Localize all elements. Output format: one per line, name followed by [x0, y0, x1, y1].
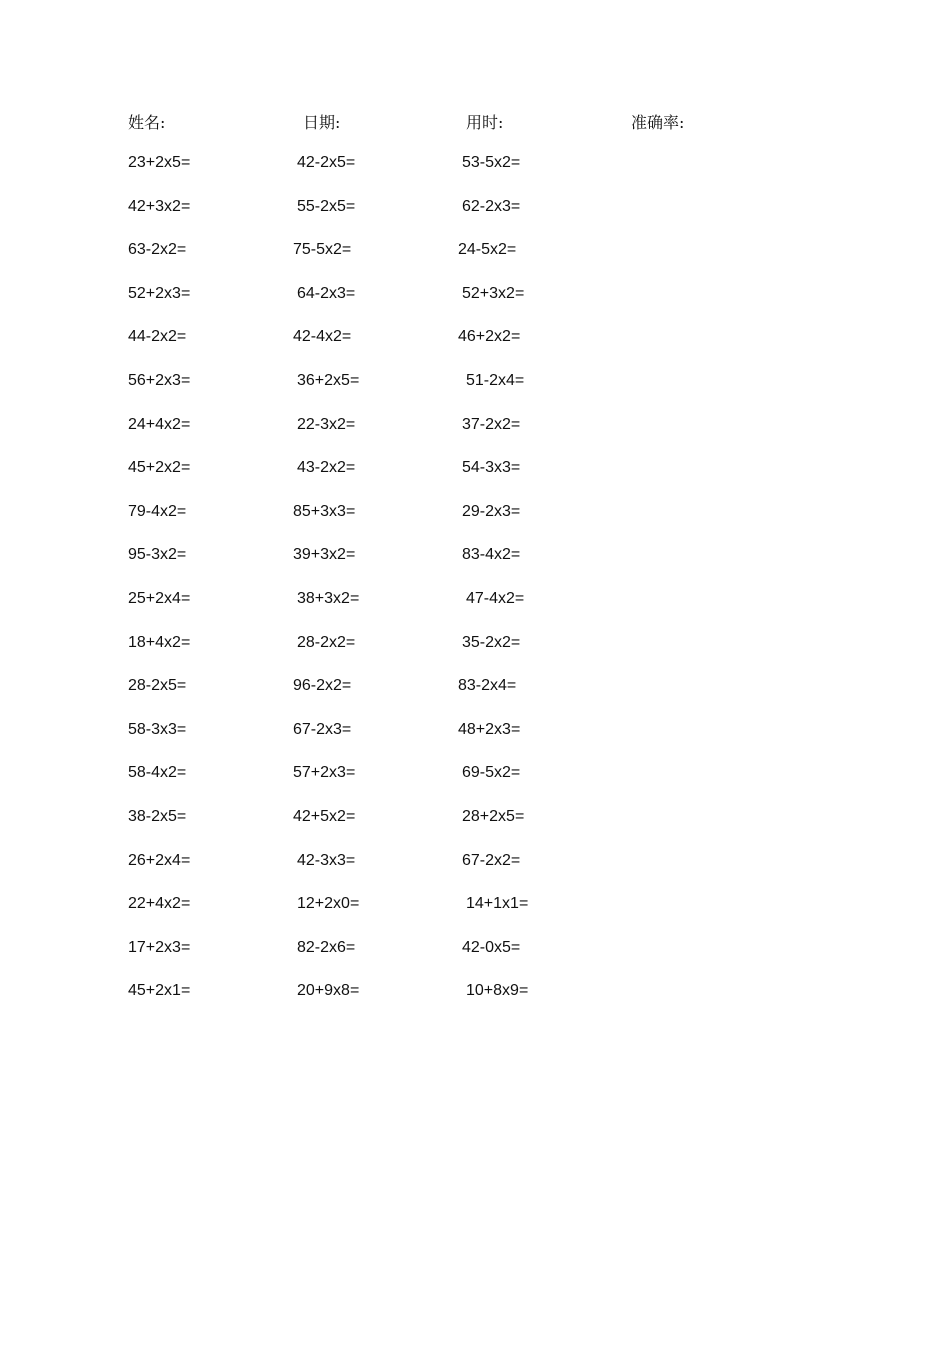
- problem-row: [0, 982, 950, 1026]
- problem-cell: 24-5x2=: [458, 241, 517, 259]
- problem-cell: 36+2x5=: [297, 371, 360, 389]
- problem-row: [0, 721, 950, 765]
- problem-cell: 52+2x3=: [128, 284, 191, 302]
- problem-cell: 20+9x8=: [297, 982, 360, 1000]
- problem-row: [0, 939, 950, 983]
- problem-cell: 42-4x2=: [293, 328, 352, 346]
- problem-row: [0, 764, 950, 808]
- problem-cell: 46+2x2=: [458, 328, 521, 346]
- problem-cell: 42+5x2=: [293, 807, 356, 825]
- problem-cell: 55-2x5=: [297, 197, 356, 215]
- problem-cell: 53-5x2=: [462, 154, 521, 171]
- problem-row: [0, 241, 950, 285]
- problem-cell: 83-2x4=: [458, 677, 517, 695]
- problem-row: [0, 285, 950, 329]
- problem-cell: 52+3x2=: [462, 284, 525, 302]
- problem-cell: 64-2x3=: [297, 284, 356, 302]
- problem-cell: 45+2x2=: [128, 459, 191, 477]
- problem-cell: 42-2x5=: [297, 154, 356, 171]
- problem-row: [0, 328, 950, 372]
- problem-list: [0, 154, 950, 1026]
- problem-cell: 58-3x3=: [128, 720, 187, 738]
- problem-cell: 24+4x2=: [128, 415, 191, 433]
- problem-row: [0, 459, 950, 503]
- problem-cell: 43-2x2=: [297, 459, 356, 477]
- problem-cell: 22+4x2=: [128, 895, 191, 913]
- problem-cell: 29-2x3=: [462, 502, 521, 520]
- problem-row: [0, 634, 950, 678]
- problem-cell: 67-2x3=: [293, 720, 352, 738]
- problem-row: [0, 852, 950, 896]
- problem-cell: 39+3x2=: [293, 546, 356, 564]
- problem-cell: 83-4x2=: [462, 546, 521, 564]
- problem-cell: 38+3x2=: [297, 589, 360, 607]
- problem-row: [0, 808, 950, 852]
- problem-cell: 45+2x1=: [128, 982, 191, 1000]
- problem-cell: 17+2x3=: [128, 938, 191, 956]
- problem-cell: 69-5x2=: [462, 764, 521, 782]
- date-label: 日期:: [303, 113, 341, 132]
- problem-cell: 28-2x5=: [128, 677, 187, 695]
- problem-cell: 23+2x5=: [128, 154, 191, 171]
- name-label: 姓名:: [128, 113, 166, 132]
- problem-cell: 12+2x0=: [297, 895, 360, 913]
- problem-cell: 26+2x4=: [128, 851, 191, 869]
- problem-cell: 79-4x2=: [128, 502, 187, 520]
- problem-cell: 37-2x2=: [462, 415, 521, 433]
- problem-cell: 62-2x3=: [462, 197, 521, 215]
- problem-cell: 82-2x6=: [297, 938, 356, 956]
- problem-cell: 85+3x3=: [293, 502, 356, 520]
- problem-cell: 44-2x2=: [128, 328, 187, 346]
- problem-cell: 35-2x2=: [462, 633, 521, 651]
- problem-cell: 57+2x3=: [293, 764, 356, 782]
- time-label: 用时:: [466, 113, 504, 132]
- problem-row: [0, 590, 950, 634]
- problem-row: [0, 546, 950, 590]
- problem-cell: 48+2x3=: [458, 720, 521, 738]
- problem-cell: 47-4x2=: [466, 589, 525, 607]
- problem-cell: 14+1x1=: [466, 895, 529, 913]
- problem-row: [0, 198, 950, 242]
- problem-cell: 38-2x5=: [128, 807, 187, 825]
- problem-cell: 18+4x2=: [128, 633, 191, 651]
- problem-cell: 42-0x5=: [462, 938, 521, 956]
- worksheet-header: [0, 110, 950, 136]
- problem-cell: 10+8x9=: [466, 982, 529, 1000]
- problem-row: [0, 154, 950, 198]
- problem-cell: 63-2x2=: [128, 241, 187, 259]
- problem-cell: 25+2x4=: [128, 589, 191, 607]
- problem-cell: 67-2x2=: [462, 851, 521, 869]
- problem-cell: 54-3x3=: [462, 459, 521, 477]
- problem-cell: 42+3x2=: [128, 197, 191, 215]
- problem-cell: 58-4x2=: [128, 764, 187, 782]
- problem-cell: 28+2x5=: [462, 807, 525, 825]
- problem-cell: 75-5x2=: [293, 241, 352, 259]
- problem-row: [0, 503, 950, 547]
- problem-cell: 51-2x4=: [466, 371, 525, 389]
- problem-cell: 95-3x2=: [128, 546, 187, 564]
- accuracy-label: 准确率:: [631, 113, 685, 132]
- problem-cell: 56+2x3=: [128, 371, 191, 389]
- problem-cell: 22-3x2=: [297, 415, 356, 433]
- problem-row: [0, 895, 950, 939]
- problem-row: [0, 677, 950, 721]
- problem-cell: 28-2x2=: [297, 633, 356, 651]
- problem-cell: 96-2x2=: [293, 677, 352, 695]
- problem-row: [0, 372, 950, 416]
- problem-cell: 42-3x3=: [297, 851, 356, 869]
- problem-row: [0, 416, 950, 460]
